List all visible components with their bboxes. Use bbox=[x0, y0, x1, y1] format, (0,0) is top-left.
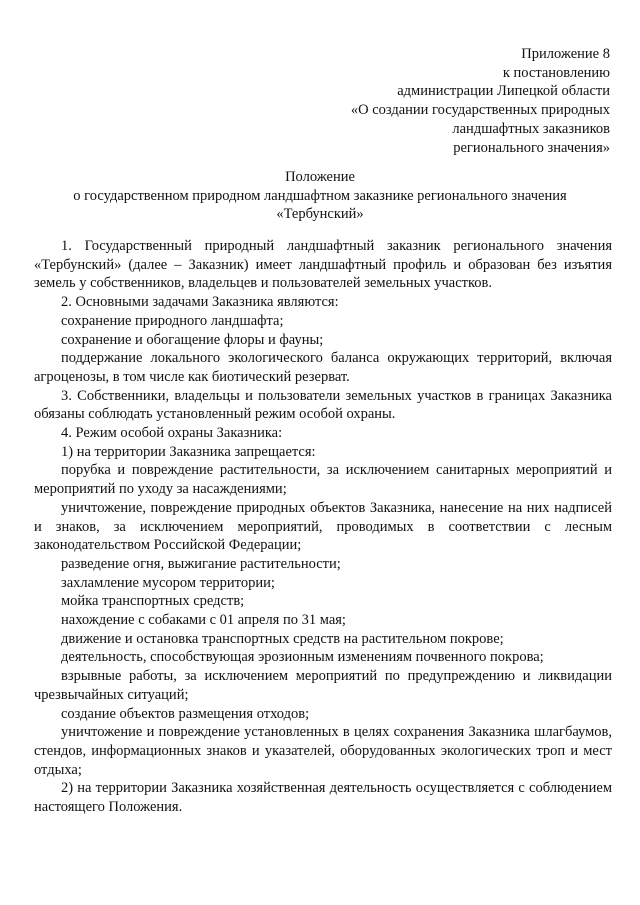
header-line: к постановлению bbox=[502, 64, 610, 81]
header-line: ландшафтных заказников bbox=[452, 120, 610, 137]
header-line: «О создании государственных природных bbox=[350, 102, 610, 119]
paragraph: 2) на территории Заказника хозяйственная деятельность осуществляется с соблюдением настоящего Положения. bbox=[34, 780, 612, 816]
paragraph: 1) на территории Заказника запрещается: bbox=[61, 443, 316, 460]
paragraph: поддержание локального экологического баланса окружающих территорий, включая агроценозы, в том числе как биотический резерват. bbox=[34, 350, 612, 385]
paragraph: уничтожение, повреждение природных объектов Заказника, нанесение на них надписей и знаков, за исключением мероприятий, проводимых в соответствии с лесным законодательством Российской Федерации; bbox=[34, 499, 612, 554]
paragraph: захламление мусором территории; bbox=[61, 574, 275, 591]
title-line: «Тербунский» bbox=[276, 206, 364, 222]
document-title bbox=[28, 168, 612, 224]
paragraph: движение и остановка транспортных средств на растительном покрове; bbox=[61, 630, 504, 647]
paragraph: 4. Режим особой охраны Заказника: bbox=[61, 425, 283, 442]
paragraph: мойка транспортных средств; bbox=[61, 593, 245, 610]
paragraph: 1. Государственный природный ландшафтный заказник регионального значения «Тербунский» (далее – Заказник) имеет ландшафтный профиль и образован без изъятия земель у собственников, владельцев и пользователей земельных участков. bbox=[34, 238, 612, 292]
document-body bbox=[34, 237, 612, 817]
paragraph: сохранение и обогащение флоры и фауны; bbox=[61, 331, 324, 348]
paragraph: разведение огня, выжигание растительности; bbox=[61, 555, 341, 572]
paragraph: взрывные работы, за исключением мероприятий по предупреждению и ликвидации чрезвычайных ситуаций; bbox=[34, 668, 612, 703]
paragraph: 3. Собственники, владельцы и пользователи земельных участков в границах Заказника обязаны соблюдать установленный режим особой охраны. bbox=[34, 387, 612, 423]
paragraph: нахождение с собаками с 01 апреля по 31 мая; bbox=[61, 612, 346, 629]
paragraph: уничтожение и повреждение установленных в целях сохранения Заказника шлагбаумов, стендов, информационных знаков и указателей, оборудованных экологических троп и мест отдыха; bbox=[34, 724, 612, 778]
title-line: о государственном природном ландшафтном заказнике регионального значения bbox=[73, 187, 567, 204]
paragraph: создание объектов размещения отходов; bbox=[61, 705, 310, 722]
paragraph: деятельность, способствующая эрозионным изменениям почвенного покрова; bbox=[61, 649, 544, 666]
header-line: администрации Липецкой области bbox=[397, 83, 610, 100]
title-line: Положение bbox=[285, 169, 355, 185]
header-line: регионального значения» bbox=[453, 139, 610, 156]
header-line: Приложение 8 bbox=[521, 46, 610, 62]
paragraph: порубка и повреждение растительности, за исключением санитарных мероприятий и мероприятий по уходу за насаждениями; bbox=[34, 462, 612, 498]
paragraph: 2. Основными задачами Заказника являются: bbox=[61, 294, 339, 311]
appendix-header bbox=[310, 45, 610, 157]
paragraph: сохранение природного ландшафта; bbox=[61, 312, 284, 329]
